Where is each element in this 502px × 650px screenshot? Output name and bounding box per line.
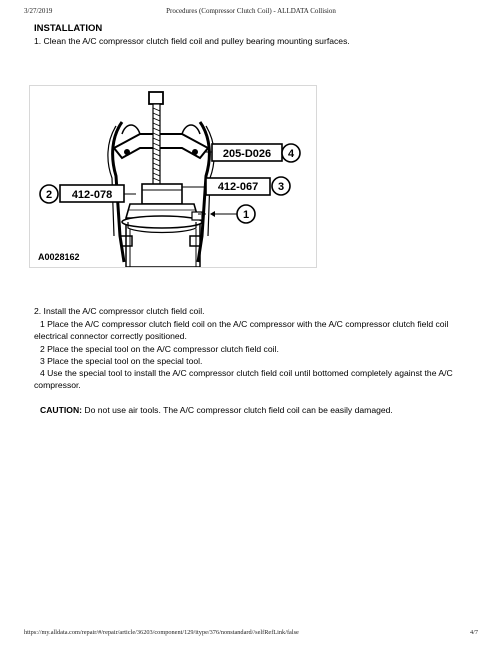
callout-3-label: 412-067	[217, 181, 259, 193]
procedure-figure	[29, 85, 317, 268]
substep-1-line1: 1 Place the A/C compressor clutch field coil on the A/C compressor with the A/C compressor clutch field coil	[40, 319, 449, 329]
section-heading: INSTALLATION	[34, 23, 103, 34]
page-number: 4/7	[469, 629, 478, 636]
caution-text: Do not use air tools. The A/C compressor clutch field coil can be easily damaged.	[84, 405, 393, 415]
substep-3: 3 Place the special tool on the special tool.	[40, 356, 203, 366]
caution-note	[40, 405, 393, 416]
callout-1-number: 1	[242, 209, 250, 221]
print-url: https://my.alldata.com/repair/#/repair/article/36203/component/129/itype/376/nonstandard//selfRefLink/false	[24, 629, 299, 636]
substep-4-line1: 4 Use the special tool to install the A/C compressor clutch field coil until bottomed completely against the A/C	[40, 368, 453, 378]
substep-1-line2: electrical connector correctly positioned.	[34, 331, 187, 341]
caution-label: CAUTION:	[40, 405, 83, 415]
print-title: Procedures (Compressor Clutch Coil) - ALLDATA Collision	[166, 7, 336, 15]
puller-illustration	[30, 86, 316, 267]
substep-2: 2 Place the special tool on the A/C compressor clutch field coil.	[40, 344, 279, 354]
callout-4-label: 205-D026	[222, 148, 272, 160]
substep-4-line2: compressor.	[34, 380, 81, 390]
figure-id: A0028162	[38, 252, 80, 262]
callout-2-number: 2	[45, 189, 53, 201]
callout-3-number: 3	[277, 181, 285, 193]
callout-2-label: 412-078	[71, 189, 113, 201]
print-date: 3/27/2019	[24, 7, 53, 15]
step-1-text: 1. Clean the A/C compressor clutch field coil and pulley bearing mounting surfaces.	[34, 36, 350, 46]
step-2-title: 2. Install the A/C compressor clutch field coil.	[34, 306, 205, 316]
callout-4-number: 4	[287, 148, 295, 160]
